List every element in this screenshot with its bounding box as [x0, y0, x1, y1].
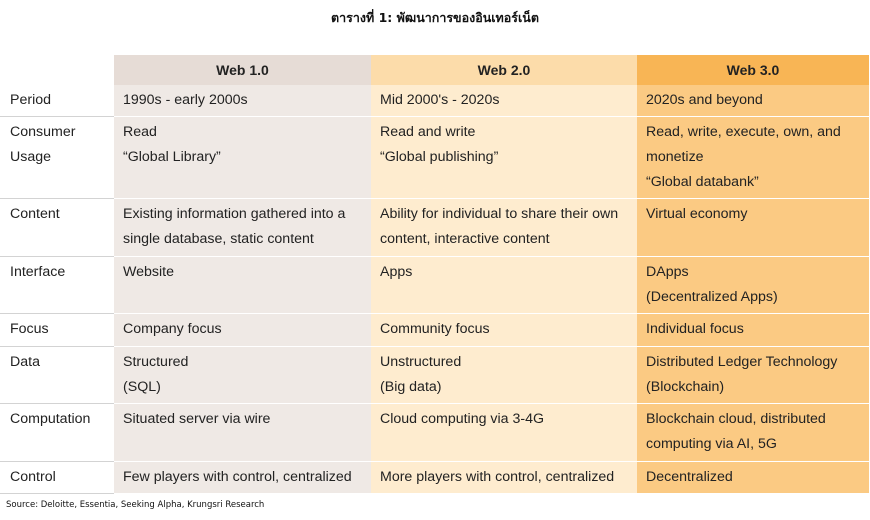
cell-text-line: Distributed Ledger Technology [646, 354, 838, 370]
cell-text-line: More players with control, centralized [380, 469, 615, 485]
table-row [0, 314, 869, 347]
header-web1: Web 1.0 [114, 55, 371, 85]
cell-text-line: DApps [646, 264, 689, 280]
web2-cell-focus [371, 314, 637, 347]
cell-text-line: Period [10, 92, 52, 108]
cell-text-line: Focus [10, 321, 49, 337]
row-label-focus [0, 314, 114, 347]
header-web2: Web 2.0 [371, 55, 637, 85]
row-label-period [0, 85, 114, 117]
cell-text-line: (Blockchain) [646, 379, 725, 395]
web1-cell-interface [114, 257, 371, 314]
table-row [0, 117, 869, 199]
cell-text-line: Content [10, 206, 60, 222]
cell-text-line: 2020s and beyond [646, 92, 763, 108]
cell-text-line: Computation [10, 411, 91, 427]
web-evolution-table [0, 55, 869, 494]
cell-text-line: Blockchain cloud, distributed [646, 411, 826, 427]
cell-text-line: Unstructured [380, 354, 462, 370]
cell-text-line: Existing information gathered into a [123, 206, 346, 222]
cell-text-line: Read [123, 124, 157, 140]
cell-text-line: (Decentralized Apps) [646, 289, 778, 305]
web2-cell-interface [371, 257, 637, 314]
web1-cell-content [114, 199, 371, 257]
cell-text-line: Mid 2000's - 2020s [380, 92, 500, 108]
cell-text-line: Cloud computing via 3-4G [380, 411, 545, 427]
row-label-content [0, 199, 114, 257]
web2-cell-content [371, 199, 637, 257]
web3-cell-consumer-usage [637, 117, 869, 199]
cell-text-line: Decentralized [646, 469, 733, 485]
cell-text-line: Consumer [10, 124, 76, 140]
web3-cell-period [637, 85, 869, 117]
web1-cell-computation [114, 404, 371, 462]
cell-text-line: content, interactive content [380, 231, 550, 247]
cell-text-line: Read, write, execute, own, and [646, 124, 841, 140]
web2-cell-period [371, 85, 637, 117]
web2-cell-computation [371, 404, 637, 462]
cell-text-line: Read and write [380, 124, 476, 140]
web3-cell-interface [637, 257, 869, 314]
row-label-interface [0, 257, 114, 314]
cell-text-line: computing via AI, 5G [646, 436, 777, 452]
web3-cell-control [637, 462, 869, 494]
table-body [0, 85, 869, 494]
cell-text-line: monetize [646, 149, 704, 165]
cell-text-line: “Global databank” [646, 174, 759, 190]
cell-text-line: Website [123, 264, 174, 280]
row-label-consumer-usage [0, 117, 114, 199]
cell-text-line: “Global Library” [123, 149, 221, 165]
web3-cell-computation [637, 404, 869, 462]
header-web3: Web 3.0 [637, 55, 869, 85]
table-title: ตารางที่ 1: พัฒนาการของอินเทอร์เน็ต [331, 10, 539, 25]
web2-cell-control [371, 462, 637, 494]
cell-text-line: “Global publishing” [380, 149, 499, 165]
web3-cell-data [637, 347, 869, 404]
cell-text-line: Virtual economy [646, 206, 748, 222]
cell-text-line: (SQL) [123, 379, 161, 395]
table-row [0, 85, 869, 117]
web3-cell-content [637, 199, 869, 257]
web1-cell-control [114, 462, 371, 494]
cell-text-line: Usage [10, 149, 52, 165]
header-empty-cell [0, 55, 114, 85]
table-row [0, 404, 869, 462]
web1-cell-data [114, 347, 371, 404]
row-label-control [0, 462, 114, 494]
cell-text-line: (Big data) [380, 379, 442, 395]
cell-text-line: Company focus [123, 321, 222, 337]
table-row [0, 462, 869, 494]
web1-cell-period [114, 85, 371, 117]
cell-text-line: Data [10, 354, 40, 370]
row-label-data [0, 347, 114, 404]
row-label-computation [0, 404, 114, 462]
cell-text-line: Individual focus [646, 321, 744, 337]
cell-text-line: Interface [10, 264, 66, 280]
table-row [0, 347, 869, 404]
table-row [0, 199, 869, 257]
web2-cell-consumer-usage [371, 117, 637, 199]
cell-text-line: Community focus [380, 321, 490, 337]
cell-text-line: Apps [380, 264, 413, 280]
cell-text-line: Few players with control, centralized [123, 469, 352, 485]
source-note: Source: Deloitte, Essentia, Seeking Alpha, Krungsri Research [6, 500, 265, 510]
cell-text-line: Ability for individual to share their own [380, 206, 619, 222]
cell-text-line: Structured [123, 354, 189, 370]
web1-cell-consumer-usage [114, 117, 371, 199]
cell-text-line: single database, static content [123, 231, 314, 247]
web3-cell-focus [637, 314, 869, 347]
cell-text-line: Situated server via wire [123, 411, 271, 427]
table-header-row [0, 55, 869, 85]
web2-cell-data [371, 347, 637, 404]
web1-cell-focus [114, 314, 371, 347]
cell-text-line: 1990s - early 2000s [123, 92, 248, 108]
cell-text-line: Control [10, 469, 56, 485]
table-row [0, 257, 869, 314]
